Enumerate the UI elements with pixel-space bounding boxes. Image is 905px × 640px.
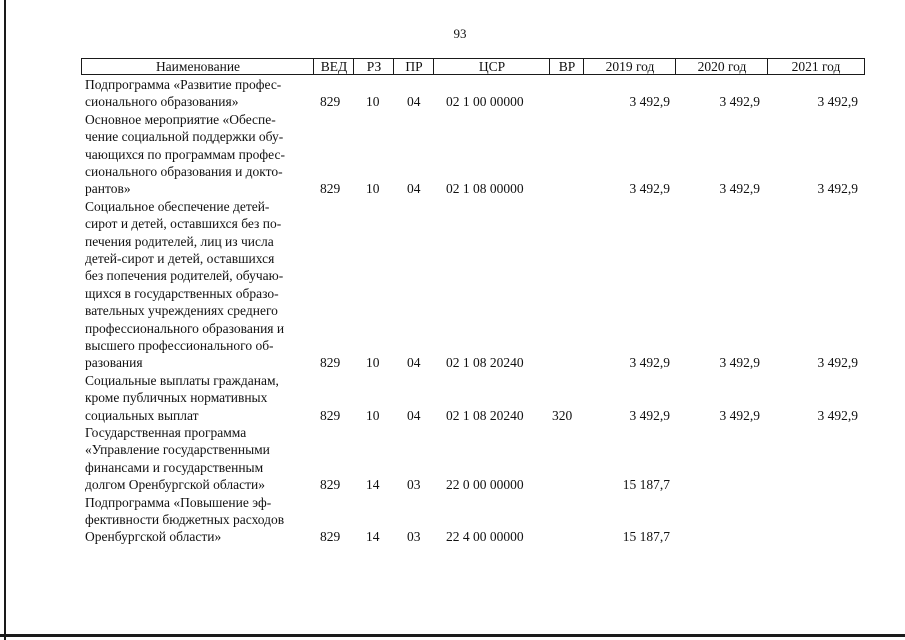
row-name-line: сионального образования и докто- <box>85 164 283 179</box>
cell-2019: 3 492,9 <box>629 407 670 423</box>
row-name-line: долгом Оренбургской области» <box>85 477 265 493</box>
row-name-line: Подпрограмма «Развитие профес- <box>85 77 282 92</box>
row-name-line: Социальные выплаты гражданам, <box>85 372 279 388</box>
cell-2020: 3 492,9 <box>719 181 760 197</box>
cell-2020: 3 492,9 <box>719 355 760 371</box>
cell-2021: 3 492,9 <box>817 94 858 110</box>
row-name-line: печения родителей, лиц из числа <box>85 233 274 249</box>
header-rz: РЗ <box>353 58 394 75</box>
cell-rz: 10 <box>366 407 380 423</box>
row-name-line: Подпрограмма «Повышение эф- <box>85 494 272 510</box>
page-left-border <box>4 0 6 640</box>
cell-ved: 829 <box>320 355 341 371</box>
header-2021: 2021 год <box>767 58 865 75</box>
row-name-line: сионального образования» <box>85 94 239 110</box>
row-name-line: Государственная программа <box>85 425 247 440</box>
page-number: 93 <box>453 26 467 41</box>
cell-2020: 3 492,9 <box>719 407 760 423</box>
cell-pr: 04 <box>407 181 421 197</box>
row-name-line: фективности бюджетных расходов <box>85 512 285 527</box>
cell-2019: 3 492,9 <box>629 181 670 197</box>
row-name-line: Социальное обеспечение детей- <box>85 198 270 214</box>
row-name-line: социальных выплат <box>85 407 199 423</box>
cell-2021: 3 492,9 <box>817 407 858 423</box>
cell-csr: 02 1 08 20240 <box>446 355 524 371</box>
cell-ved: 829 <box>320 94 341 110</box>
cell-2019: 3 492,9 <box>629 94 670 110</box>
cell-rz: 10 <box>366 355 380 371</box>
row-name-line: Оренбургской области» <box>85 529 222 545</box>
cell-csr: 02 1 08 20240 <box>446 407 524 423</box>
cell-rz: 10 <box>366 94 380 110</box>
cell-2021: 3 492,9 <box>817 181 858 197</box>
cell-2021: 3 492,9 <box>817 355 858 371</box>
cell-2020: 3 492,9 <box>719 94 760 110</box>
cell-csr: 02 1 00 00000 <box>446 94 524 110</box>
cell-pr: 04 <box>407 94 421 110</box>
cell-rz: 10 <box>366 181 380 197</box>
cell-csr: 22 0 00 00000 <box>446 477 524 493</box>
row-name-line: высшего профессионального об- <box>85 338 274 353</box>
cell-2019: 3 492,9 <box>629 355 670 371</box>
cell-pr: 04 <box>407 407 421 423</box>
header-csr: ЦСР <box>433 58 550 75</box>
header-name: Наименование <box>81 58 314 75</box>
cell-vr: 320 <box>552 407 573 423</box>
cell-ved: 829 <box>320 529 341 545</box>
header-2019: 2019 год <box>583 58 676 75</box>
cell-ved: 829 <box>320 407 341 423</box>
cell-pr: 03 <box>407 529 421 545</box>
cell-ved: 829 <box>320 477 341 493</box>
cell-pr: 03 <box>407 477 421 493</box>
cell-pr: 04 <box>407 355 421 371</box>
row-name-line: Основное мероприятие «Обеспе- <box>85 111 276 127</box>
header-2020: 2020 год <box>675 58 768 75</box>
page-bottom-border <box>0 634 905 637</box>
cell-csr: 02 1 08 00000 <box>446 181 524 197</box>
cell-rz: 14 <box>366 477 380 493</box>
row-name-line: разования <box>85 355 143 371</box>
row-name-line: профессионального образования и <box>85 320 285 336</box>
cell-csr: 22 4 00 00000 <box>446 529 524 545</box>
row-name-line: щихся в государственных образо- <box>85 285 279 301</box>
cell-2019: 15 187,7 <box>622 477 670 493</box>
row-name-line: вательных учреждениях среднего <box>85 303 278 319</box>
cell-2019: 15 187,7 <box>622 529 670 545</box>
row-name-line: рантов» <box>85 181 131 197</box>
header-ved: ВЕД <box>313 58 354 75</box>
row-name-line: финансами и государственным <box>85 459 264 475</box>
row-name-line: чение социальной поддержки обу- <box>85 129 284 145</box>
row-name-line: сирот и детей, оставшихся без по- <box>85 216 282 232</box>
row-name-line: без попечения родителей, обучаю- <box>85 268 284 284</box>
header-vr: ВР <box>549 58 584 75</box>
row-name-line: детей-сирот и детей, оставшихся <box>85 251 275 266</box>
row-name-line: кроме публичных нормативных <box>85 390 268 406</box>
header-pr: ПР <box>393 58 434 75</box>
cell-ved: 829 <box>320 181 341 197</box>
row-name-line: «Управление государственными <box>85 442 270 458</box>
row-name-line: чающихся по программам профес- <box>85 146 285 162</box>
cell-rz: 14 <box>366 529 380 545</box>
